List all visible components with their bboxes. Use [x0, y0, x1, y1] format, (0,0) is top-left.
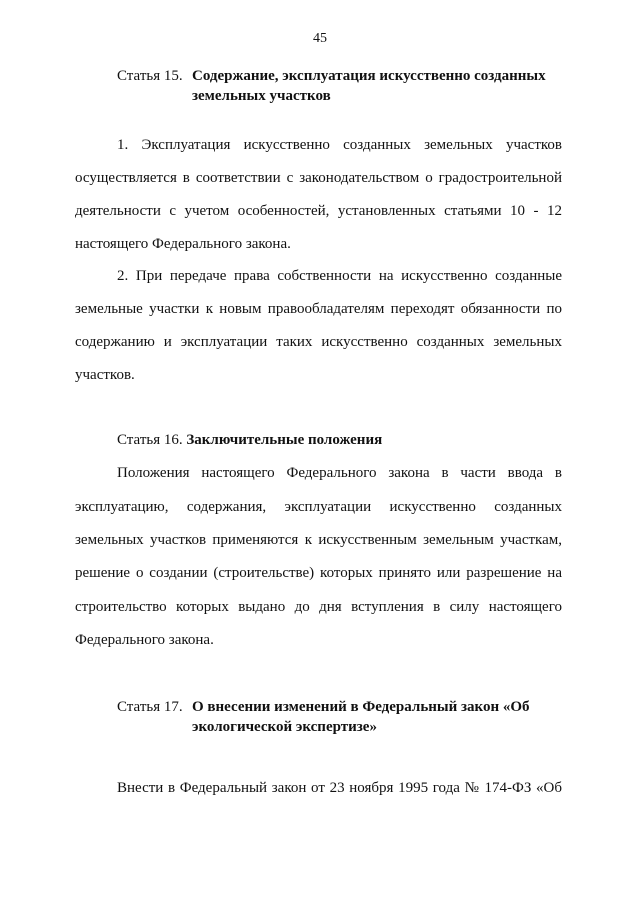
article-17-p1-line-1: Внести в Федеральный закон от 23 ноября 1995 года № 174-ФЗ «Об [117, 780, 562, 796]
article-15-number: Статья 15. [117, 68, 183, 84]
article-16-p1-line-5: строительство которых выдано до дня вступления в силу настоящего [75, 599, 562, 615]
article-17-title-line-2: экологической экспертизе» [192, 719, 377, 735]
article-16-p1-line-2: эксплуатацию, содержания, эксплуатации искусственно созданных [75, 499, 562, 515]
page-number: 45 [313, 31, 327, 46]
article-17-heading [117, 697, 562, 737]
article-15-p1-line-2: осуществляется в соответствии с законодательством о градостроительной [75, 170, 562, 186]
article-15-p1-line-1: 1. Эксплуатация искусственно созданных земельных участков [117, 137, 562, 153]
article-16-heading [117, 430, 382, 450]
article-15-p1-line-4: настоящего Федерального закона. [75, 236, 291, 252]
article-15-p2-line-1: 2. При передаче права собственности на искусственно созданные [117, 268, 562, 284]
article-15-p2-line-3: содержанию и эксплуатации таких искусственно созданных земельных [75, 334, 562, 350]
article-16-number: Статья 16. [117, 432, 183, 448]
article-15-p1-line-3: деятельности с учетом особенностей, установленных статьями 10 - 12 [75, 203, 562, 219]
article-17-title-line-1: О внесении изменений в Федеральный закон «Об [192, 699, 530, 715]
article-15-p2-line-2: земельные участки к новым правообладателям переходят обязанности по [75, 301, 562, 317]
article-16-title: Заключительные положения [186, 432, 383, 448]
article-16-p1-line-6: Федерального закона. [75, 632, 214, 648]
article-15-p2-line-4: участков. [75, 367, 135, 383]
article-15-heading [117, 66, 562, 106]
article-17-number: Статья 17. [117, 699, 183, 715]
article-15-title-line-2: земельных участков [192, 88, 331, 104]
article-15-title-line-1: Содержание, эксплуатация искусственно созданных [192, 68, 546, 84]
article-16-p1-line-3: земельных участков применяются к искусственным земельным участкам, [75, 532, 562, 548]
article-16-p1-line-4: решение о создании (строительстве) которых принято или разрешение на [75, 565, 562, 581]
article-16-p1-line-1: Положения настоящего Федерального закона в части ввода в [117, 465, 562, 481]
